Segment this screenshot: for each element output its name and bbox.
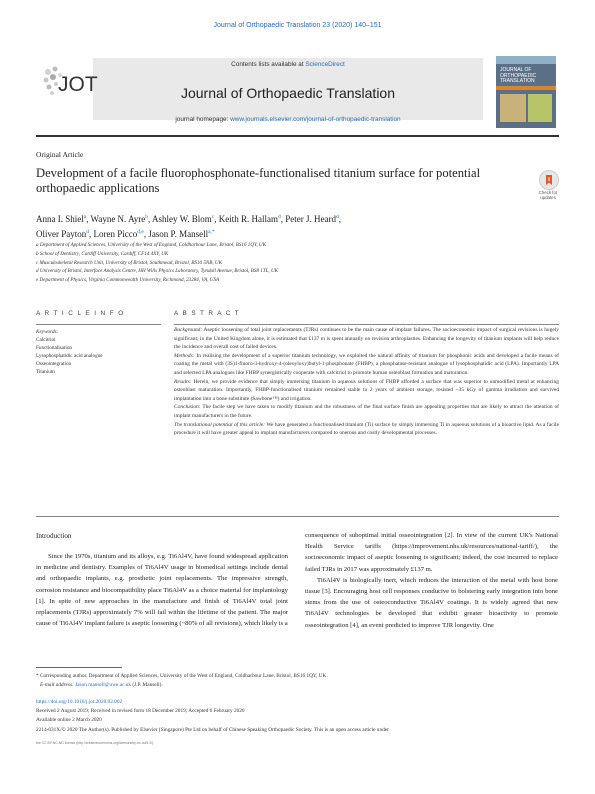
author-affiliation-marker[interactable]: d (335, 214, 339, 220)
author-affiliation-marker[interactable]: d (86, 229, 89, 235)
affiliation-item: d University of Bristol, Interface Analysis Centre, HH Wills Physics Laboratory, Tyndall Avenue, Bristol, BS8 1TL, UK (36, 268, 279, 275)
footnote-rule (36, 667, 122, 668)
check-for-updates-badge[interactable] (536, 170, 560, 208)
received-dates: Received 2 August 2019; Received in revised form 18 December 2019; Accepted 6 February 2020 (36, 708, 245, 715)
doi-link[interactable]: https://doi.org/10.1016/j.jot.2020.02.002 (36, 699, 123, 705)
author-affiliation-marker[interactable]: d,e (137, 229, 144, 235)
author-name[interactable]: Wayne N. Ayre (90, 214, 146, 224)
journal-reference[interactable]: Journal of Orthopaedic Translation 23 (2020) 140–151 (213, 22, 382, 29)
author-affiliation-marker[interactable]: c (211, 214, 215, 220)
abstract-heading: A B S T R A C T (174, 310, 241, 317)
author-name[interactable]: Anna I. Shiel (36, 214, 84, 224)
abstract-section-label: Results: (174, 378, 192, 385)
license-tail[interactable]: the CC BY-NC-ND license (http://creativecommons.org/licenses/by-nc-nd/4.0/). (36, 741, 155, 745)
author-affiliation-marker[interactable]: d (277, 214, 281, 220)
author-name[interactable]: Ashley W. Blom (152, 214, 212, 224)
homepage-link[interactable]: www.journals.elsevier.com/journal-of-orthopaedic-translation (230, 116, 401, 123)
cover-title: JOURNAL OF ORTHOPAEDIC TRANSLATION (500, 67, 537, 84)
doi-block (36, 698, 558, 735)
email-link[interactable]: Jason.mansell@uwe.ac.uk (75, 682, 132, 689)
header-rule (36, 135, 559, 137)
cover-panel (500, 94, 526, 122)
available-online: Available online 2 March 2020 (36, 717, 102, 724)
author-name[interactable]: Keith R. Hallam (218, 214, 278, 224)
body-paragraph: Ti6Al4V is biologically inert, which reduces the interaction of the metal with host bone tissue [3]. Encouraging host cell responses conducive to bolstering early integration into bone stems from the use of osteoconductive Ti6Al4V coatings. It is widely agreed that new Ti6Al4V technologies be developed that exhibit greater bioactivity to promote osseointegration [4], an event predicted to improve TJR longevity. One (305, 576, 558, 629)
abstract-bottom-rule (36, 516, 559, 517)
article-type: Original Article (36, 150, 84, 159)
keyword-item: Osseointegration (36, 361, 72, 367)
body-paragraph: Since the 1970s, titanium and its alloys, e.g. Ti6Al4V, have found widespread application in medicine and dentistry. Examples of Ti6Al4V usage in biomedical settings include dental and orthopaedic implants, e.g. prosthetic joint replacements. The impressive strength, corrosion resistance and biocompatibility place Ti6Al4V as a choice material for implantology [1]. In spite of new approaches in the manufacture and finish of Ti6Al4V total joint replacements (TJRs) approximately 7% will fail within the lifetime of the patient. The major cause of Ti6Al4V implant failure is aseptic loosening (~80% of all revisions), which likely is a (36, 553, 288, 628)
author-name[interactable]: Peter J. Heard (285, 214, 336, 224)
introduction-heading: Introduction (36, 532, 72, 540)
affiliations (36, 241, 556, 285)
keywords-label: Keywords: (36, 329, 59, 335)
article-info-rule (36, 324, 161, 325)
homepage-prefix: journal homepage: (175, 116, 231, 123)
abstract-section-text: In realising the development of a superior titanium technology, we exploited the natural affinity of titanium for phosphonic acids and developed a facile means of coating the metal with (3S)1-fluoro-3-hydroxy-4-(oleoyloxy)butyl-1-phosphonate (FHBP), a phosphatase-resistant analogue of lysophosphatidic acid (LPA). Importantly LPA and selected LPA analogues like FHBP synergistically cooperate with calcitriol to promote human osteoblast formation and maturation. (174, 352, 559, 376)
abstract-section-text: We have generated a functionalised titanium (Ti) surface by simply immersing Ti in aqueous solutions of a bioactive lipid. As a facile procedure it will have greater appeal to implant manufacturers compared to onerous and costly developmental processes. (174, 421, 559, 437)
abstract-section-text: Herein, we provide evidence that simply immersing titanium in aqueous solutions of FHBP afforded a surface that was superior to unmodified metal at enhancing osteoblast maturation. Importantly, FHBP-functionalised titanium remained stable to 2 years of ambient storage, resisted ~35 kGy of gamma irradiation and survived implantation into a bone substitute (Sawbone™) and irrigation. (174, 378, 559, 402)
abstract-paragraph (174, 378, 559, 404)
abstract-paragraph (174, 352, 559, 378)
author-separator: , (89, 229, 94, 239)
affiliation-item: c Musculoskeletal Research Unit, University of Bristol, Southmead, Bristol, BS10 5NB, UK (36, 259, 222, 266)
sciencedirect-link[interactable]: ScienceDirect (305, 61, 345, 68)
abstract-paragraph (174, 326, 559, 352)
affiliation-item: b School of Dentistry, Cardiff University, Cardiff, CF14 4XY, UK (36, 250, 169, 257)
body-paragraph: consequence of suboptimal initial osseointegration [2]. In view of the current UK's National Health Service tariffs (https://improvement.nhs.uk/resources/national-tariff/), the socioeconomic impact of aseptic loosening is significant; indeed, the cost incurred to replace failed TJRs in 2017 was approximately £137 m. (305, 532, 558, 573)
author-name[interactable]: Jason P. Mansell (148, 229, 209, 239)
email-suffix: (J.P. Mansell). (131, 682, 163, 689)
abstract-section-label: Methods: (174, 352, 195, 359)
author-separator: , (338, 214, 341, 224)
corresponding-author-text: * Corresponding author. Department of Applied Sciences, University of the West of England, Coldharbour Lane, Bristol, BS16 1QY, UK. (36, 673, 328, 679)
logo-text: JOT (58, 73, 98, 96)
author-separator: , (86, 214, 91, 224)
author-separator: , (214, 214, 219, 224)
keyword-item: Titanium (36, 369, 55, 375)
abstract-paragraph (174, 421, 559, 438)
journal-cover-thumbnail[interactable] (496, 56, 556, 128)
bookmark-icon (540, 171, 558, 189)
journal-title: Journal of Orthopaedic Translation (180, 85, 395, 101)
author-list (36, 211, 536, 241)
author-affiliation-marker[interactable]: a,* (208, 229, 215, 235)
author-name[interactable]: Loren Picco (93, 229, 138, 239)
article-title: Development of a facile fluorophosphonate-functionalised titanium surface for potential orthopaedic applications (36, 166, 481, 195)
abstract-section-label: The translational potential of this article: (174, 421, 265, 428)
keywords-block (36, 328, 161, 376)
body-column-left (36, 551, 288, 629)
author-separator: , (280, 214, 286, 224)
author-separator: , (143, 229, 149, 239)
abstract-section-text: The facile step we have taken to modify titanium and the robustness of the final surface finish are appealing properties that are likely to attract the attention of implant manufacturers in the future. (174, 404, 559, 419)
abstract-section-label: Background: (174, 327, 203, 333)
affiliation-item: e Department of Physics, Virginia Commonwealth University, Richmond, 23284, VA, USA (36, 277, 220, 284)
abstract-rule (174, 324, 559, 325)
article-info-heading: A R T I C L E I N F O (36, 310, 125, 317)
contents-line (93, 61, 483, 68)
license-line: 2214-031X/© 2020 The Author(s). Published by Elsevier (Singapore) Pte Ltd on behalf of Chinese Speaking Orthopaedic Society. This is an open access article under (36, 726, 389, 733)
cover-panel (528, 94, 552, 122)
keyword-item: Lysophosphatidic acid analogue (36, 353, 103, 359)
keywords-list (36, 336, 161, 376)
check-updates-icon (539, 170, 559, 190)
email-line (36, 681, 558, 690)
abstract-paragraph (174, 403, 559, 420)
keyword-item: Calcitriol (36, 337, 56, 343)
abstract-section-label: Conclusion: (174, 404, 201, 411)
author-separator: , (147, 214, 152, 224)
author-affiliation-marker[interactable]: b (145, 214, 148, 220)
abstract-body (174, 326, 559, 438)
abstract-section-text: Aseptic loosening of total joint replacements (TJRs) continues to be the main cause of implant failures. The socioeconomic impact of surgical revisions is hugely significant; in the United Kingdom alone, it is estimated that £137 m is spent annually on revision arthroplasties. Enhancing the longevity of titanium implants will help reduce the incidence and overall cost of failed devices. (174, 327, 559, 351)
jot-logo (40, 62, 98, 108)
corresponding-author-footnote (36, 672, 558, 690)
homepage-line (93, 116, 483, 123)
body-column-right (305, 530, 558, 631)
cover-stripe (496, 86, 556, 90)
email-label: E-mail address: (39, 682, 76, 689)
keyword-item: Functionalisation (36, 345, 73, 351)
affiliation-item: a Department of Applied Sciences, University of the West of England, Coldharbour Lane, Bristol, BS16 1QY, UK (36, 242, 267, 248)
contents-prefix: Contents lists available at (231, 61, 306, 68)
author-name[interactable]: Oliver Payton (36, 229, 87, 239)
check-updates-label: Check for updates (538, 190, 558, 200)
cover-strip (496, 56, 556, 64)
author-affiliation-marker[interactable]: a (83, 214, 87, 220)
